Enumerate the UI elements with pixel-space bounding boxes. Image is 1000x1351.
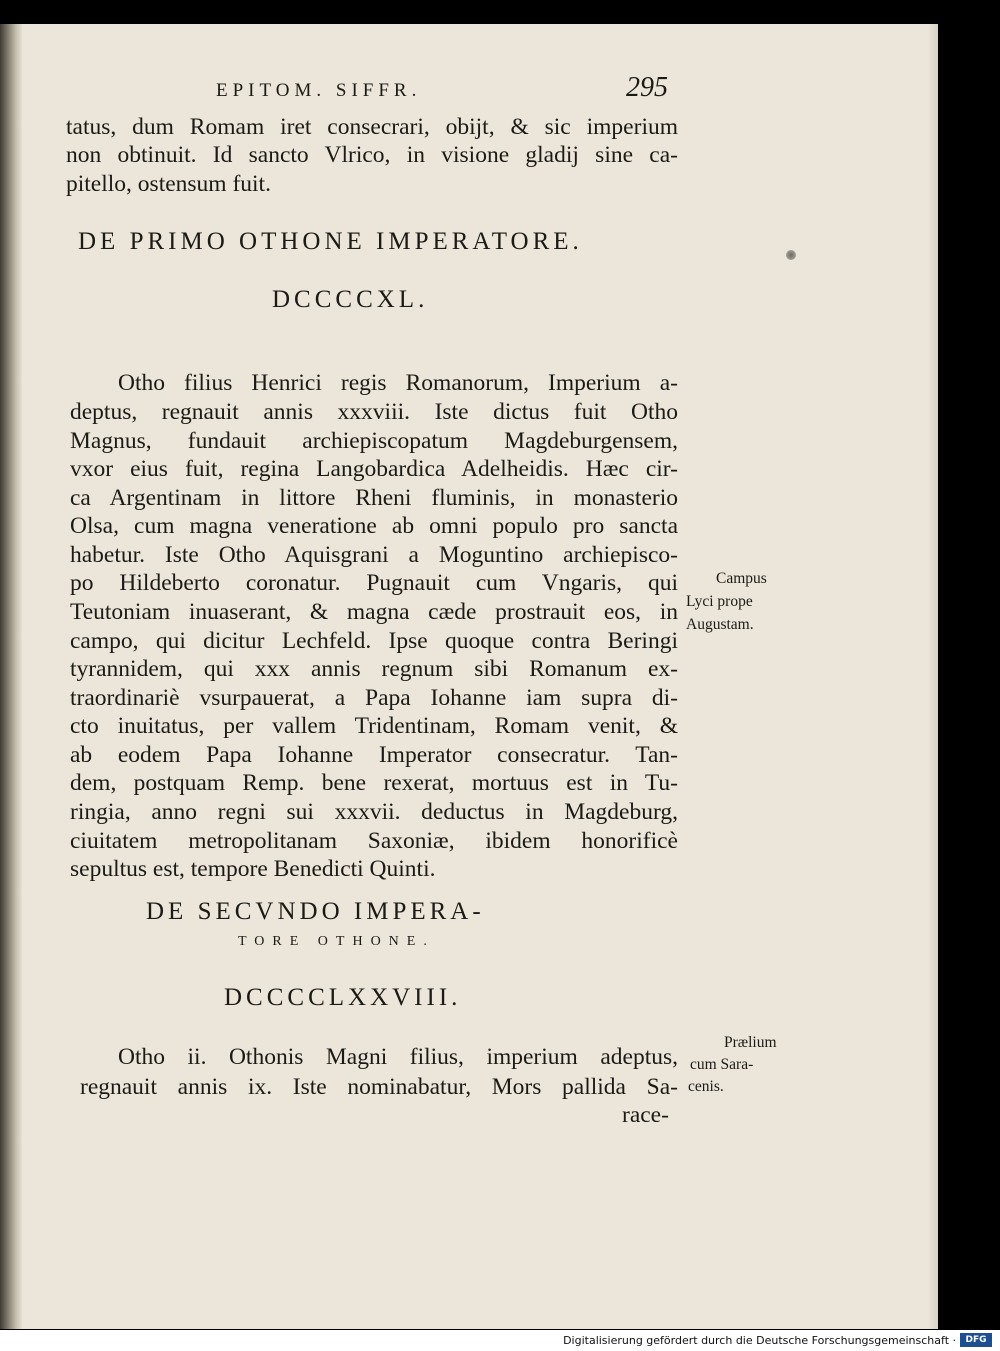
footer-bar — [0, 1330, 1000, 1351]
margin-note-line: Prælium — [724, 1034, 777, 1051]
book-page — [0, 24, 938, 1329]
text-line: tatus, dum Romam iret consecrari, obijt, & sic imperium — [66, 114, 678, 140]
text-line: Otho ii. Othonis Magni filius, imperium adeptus, — [118, 1044, 678, 1070]
margin-note-line: Campus — [716, 570, 767, 587]
text-line: traordinariè vsurpauerat, a Papa Iohanne iam supra di- — [70, 685, 678, 711]
text-line: pitello, ostensum fuit. — [66, 171, 271, 197]
text-line: po Hildeberto coronatur. Pugnauit cum Vngaris, qui — [70, 570, 678, 596]
dfg-logo: DFG — [960, 1333, 992, 1347]
text-line: vxor eius fuit, regina Langobardica Adelheidis. Hæc cir- — [70, 456, 678, 482]
running-title: EPITOM. SIFFR. — [216, 80, 422, 101]
text-line: ab eodem Papa Iohanne Imperator consecratur. Tan- — [70, 742, 678, 768]
text-line: ca Argentinam in littore Rheni fluminis, in monasterio — [70, 485, 678, 511]
page-blemish — [786, 250, 796, 260]
text-line: non obtinuit. Id sancto Vlrico, in visione gladij sine ca- — [66, 142, 678, 168]
text-line: Otho filius Henrici regis Romanorum, Imperium a- — [118, 370, 678, 396]
section-subtitle: TORE OTHONE. — [238, 934, 435, 949]
section-year: DCCCCXL. — [272, 286, 429, 313]
text-line: Magnus, fundauit archiepiscopatum Magdeburgensem, — [70, 428, 678, 454]
text-line: ciuitatem metropolitanam Saxoniæ, ibidem honorificè — [70, 828, 678, 854]
margin-note-line: Augustam. — [686, 616, 754, 633]
text-line: Olsa, cum magna veneratione ab omni populo pro sancta — [70, 513, 678, 539]
catchword: race- — [622, 1102, 669, 1128]
section-year: DCCCCLXXVIII. — [224, 984, 462, 1011]
text-line: cto inuitatus, per vallem Tridentinam, Romam venit, & — [70, 713, 678, 739]
text-line: deptus, regnauit annis xxxviii. Iste dictus fuit Otho — [70, 399, 678, 425]
text-line: dem, postquam Remp. bene rexerat, mortuus est in Tu- — [70, 770, 678, 796]
text-line: ringia, anno regni sui xxxvii. deductus in Magdeburg, — [70, 799, 678, 825]
page-number: 295 — [626, 72, 668, 103]
text-line: habetur. Iste Otho Aquisgrani a Moguntino archiepisco- — [70, 542, 678, 568]
page-edge — [928, 24, 938, 1329]
text-line: Teutoniam inuaserant, & magna cæde prostrauit eos, in — [70, 599, 678, 625]
section-title: DE SECVNDO IMPERA- — [146, 898, 485, 925]
page-gutter-shadow — [0, 24, 22, 1329]
text-line: tyrannidem, qui xxx annis regnum sibi Romanum ex- — [70, 656, 678, 682]
funding-notice: Digitalisierung gefördert durch die Deutsche Forschungsgemeinschaft · — [563, 1334, 956, 1347]
text-line: regnauit annis ix. Iste nominabatur, Mors pallida Sa- — [80, 1074, 678, 1100]
section-title: DE PRIMO OTHONE IMPERATORE. — [78, 228, 583, 255]
margin-note-line: Lyci prope — [686, 593, 753, 610]
text-line: campo, qui dicitur Lechfeld. Ipse quoque contra Beringi — [70, 628, 678, 654]
margin-note-line: cum Sara- — [690, 1056, 754, 1073]
text-line: sepultus est, tempore Benedicti Quinti. — [70, 856, 436, 882]
margin-note-line: cenis. — [688, 1078, 724, 1095]
